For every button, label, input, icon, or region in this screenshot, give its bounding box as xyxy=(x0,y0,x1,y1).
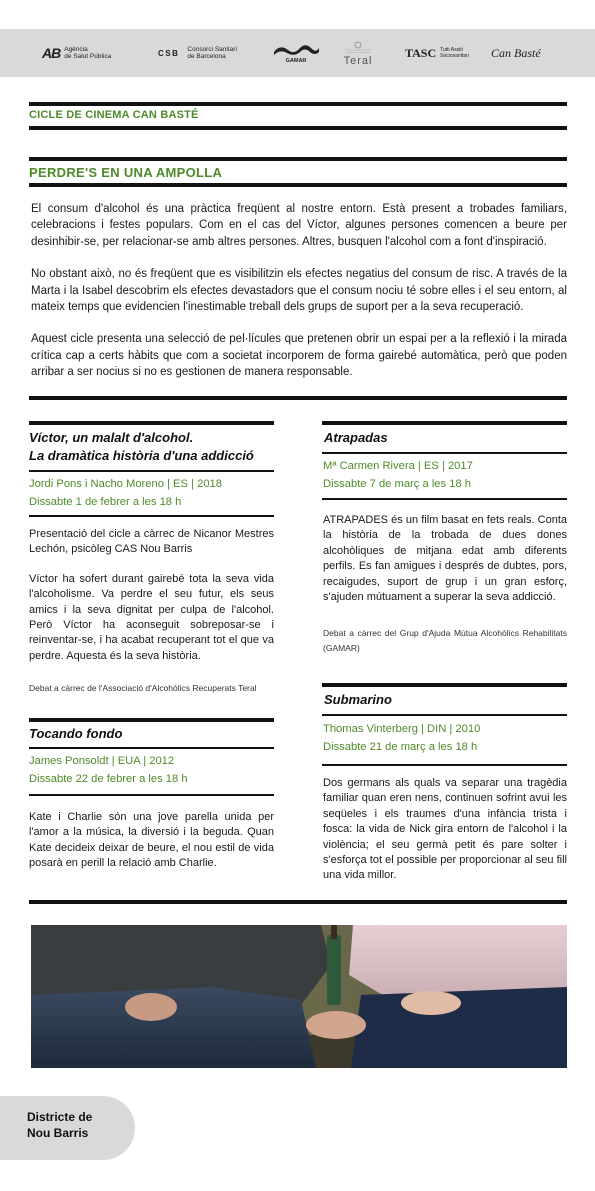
atrapadas-rule-bottom xyxy=(322,498,567,500)
submarino-rule-bottom xyxy=(322,764,567,766)
tocando-rule-mid xyxy=(29,747,274,749)
tasc-logo-mark: TASC xyxy=(405,45,437,60)
submarino-credits: Thomas Vinterberg | DIN | 2010 xyxy=(323,723,481,735)
teral-emblem-icon xyxy=(341,40,375,54)
atrapadas-debate-note: Debat a càrrec del Grup d'Ajuda Mútua Alcohòlics Rehabilitats (GAMAR) xyxy=(323,628,567,653)
tasc-logo xyxy=(405,29,469,77)
teral-logo xyxy=(341,29,375,77)
tocando-synopsis: Kate i Charlie són una jove parella unida per l'amor a la música, la diversió i la beguda. Quan Kate decideix deixar de beure, el nou estil de vida posarà en perill la relació amb Charlie. xyxy=(29,811,274,870)
victor-rule-top xyxy=(29,421,274,425)
district-badge xyxy=(0,1096,135,1160)
aspb-logo-line1: Agència xyxy=(64,45,88,53)
csb-logo-line1: Consorci Sanitari xyxy=(187,45,237,53)
gamar-logo-label: GAMAR xyxy=(285,57,307,64)
section-rule-bottom xyxy=(29,183,567,187)
csb-logo-line2: de Barcelona xyxy=(187,53,226,60)
atrapadas-date: Dissabte 7 de març a les 18 h xyxy=(323,477,471,490)
tasc-logo-line2: Sociosanitari xyxy=(440,53,469,59)
victor-presentation: Presentació del cicle a càrrec de Nicanor Mestres Lechón, psicòleg CAS Nou Barris xyxy=(29,528,274,556)
atrapadas-meta xyxy=(323,458,473,493)
district-line1: Districte de xyxy=(27,1110,93,1124)
couple-holding-hands-image xyxy=(31,925,567,1068)
victor-title xyxy=(29,429,289,465)
victor-rule-bottom xyxy=(29,515,274,517)
section-title: PERDRE'S EN UNA AMPOLLA xyxy=(29,165,223,180)
submarino-synopsis: Dos germans als quals va separar una tragèdia familiar quan eren nens, continuen sofrint avui les seqüeles i els traumes d'una infància trista i fosca: la vida de Nick gira entorn de l'alcohol i la violència; el seu germà petit és pare solter i s'esforça tot el possible per proporcionar al seu fill una vida millor. xyxy=(323,777,567,882)
victor-debate-note: Debat a càrrec de l'Associació d'Alcohòlics Recuperats Teral xyxy=(29,683,257,693)
csb-logo-mark: CSB xyxy=(158,48,180,58)
tocando-rule-top xyxy=(29,718,274,722)
victor-rule-mid xyxy=(29,470,274,472)
teral-logo-label: Teral xyxy=(343,54,373,67)
atrapadas-rule-mid xyxy=(322,452,567,454)
tocando-date: Dissabte 22 de febrer a les 18 h xyxy=(29,772,188,785)
tocando-title: Tocando fondo xyxy=(29,726,123,741)
victor-title-line1: Víctor, un malalt d'alcohol. xyxy=(29,430,194,445)
gamar-logo xyxy=(272,29,320,77)
district-line2: Nou Barris xyxy=(27,1126,89,1140)
header-rule-top xyxy=(29,102,567,106)
cycle-title: CICLE DE CINEMA CAN BASTÉ xyxy=(29,109,199,121)
atrapadas-title: Atrapadas xyxy=(324,430,388,445)
submarino-title: Submarino xyxy=(324,692,392,707)
tocando-rule-bottom xyxy=(29,794,274,796)
tocando-credits: James Ponsoldt | EUA | 2012 xyxy=(29,755,175,767)
aspb-logo-line2: de Salut Pública xyxy=(64,53,112,60)
header-rule-bottom xyxy=(29,126,567,130)
victor-credits: Jordi Pons i Nacho Moreno | ES | 2018 xyxy=(29,478,222,490)
submarino-date: Dissabte 21 de març a les 18 h xyxy=(323,740,478,753)
can-baste-logo-mark: Can Basté xyxy=(491,45,541,60)
victor-meta xyxy=(29,476,222,511)
intro-text xyxy=(31,201,567,397)
victor-date: Dissabte 1 de febrer a les 18 h xyxy=(29,495,182,508)
logo-bar xyxy=(0,29,595,77)
aspb-logo xyxy=(42,29,111,77)
gamar-wave-icon xyxy=(272,43,320,57)
atrapadas-synopsis: ATRAPADES és un film basat en fets reals. Conta la història de la trobada de dues dones alcohòliques de mitjana edat amb diferents perfils. Es fan amigues i després de dubtes, pors, recaigudes, suport de grup i un gran esforç, s'ajuden mútuament a superar la seva addicció. xyxy=(323,514,567,604)
submarino-rule-mid xyxy=(322,714,567,716)
atrapadas-rule-top xyxy=(322,421,567,425)
atrapadas-credits: Mª Carmen Rivera | ES | 2017 xyxy=(323,460,473,472)
intro-paragraph-3: Aquest cicle presenta una selecció de pel·lícules que pretenen obrir un espai per a la reflexió i la mirada crítica cap a certs hàbits que com a societat incorporem de forma gairebé automàtica, però que poden arribar a ser nocius si no es gestionen de manera responsable. xyxy=(31,333,567,379)
aspb-logo-mark: AB xyxy=(42,45,61,61)
intro-paragraph-2: No obstant això, no és freqüent que es visibilitzin els efectes negatius del consum de risc. A través de la Marta i la Isabel descobrim els efectes devastadors que el consum nociu té sobre elles i el seu entorn, al mateix temps que evidencien l'inestimable treball dels grups de suport per a la seva recuperació. xyxy=(31,268,567,314)
submarino-meta xyxy=(323,721,480,756)
section-rule-top xyxy=(29,157,567,161)
tasc-logo-line1: Tutti Assiti xyxy=(440,47,463,53)
csb-logo xyxy=(158,29,237,77)
victor-synopsis: Víctor ha sofert durant gairebé tota la seva vida l'alcoholisme. Va perdre el seu futur, els seus amics i la seva dignitat per culpa de l'alcohol. Però Víctor ha aconseguit sobreposar-se i reinventar-se, i ha acabat recuperant tot el que va perdre. Aquesta és la seva història. xyxy=(29,572,274,662)
victor-description xyxy=(29,527,274,678)
submarino-rule-top xyxy=(322,683,567,687)
tocando-meta xyxy=(29,753,188,788)
intro-paragraph-1: El consum d'alcohol és una pràctica freqüent al nostre entorn. Està present a trobades familiars, celebracions i festes populars. Com en el cas del Víctor, algunes persones comencen a beure per desinhibir-se, per relacionar-se amb altres persones. Altres, busquen l'alcohol com a font d'inspiració. xyxy=(31,203,567,248)
intro-rule-bottom xyxy=(29,396,567,400)
victor-title-line2: La dramàtica història d'una addicció xyxy=(29,448,254,463)
films-rule-bottom xyxy=(29,900,567,904)
can-baste-logo xyxy=(491,29,541,77)
hands-photo xyxy=(31,925,567,1068)
